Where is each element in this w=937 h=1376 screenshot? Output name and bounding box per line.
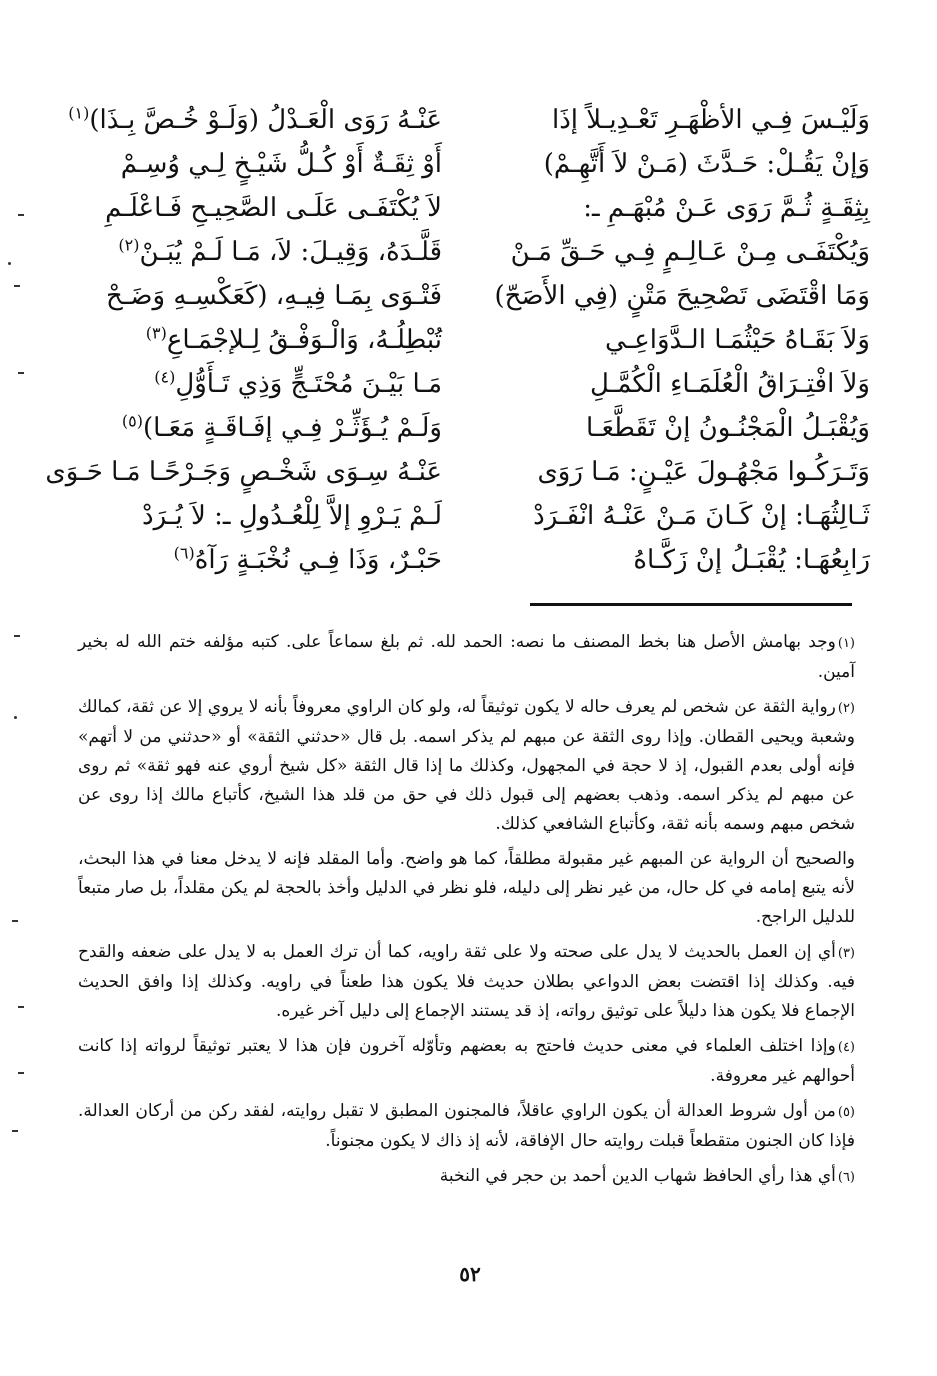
verse-second-text: عَنْـهُ سِـوَى شَخْـصٍ وَجَـرْحًـا مَـا حَـوَى (45, 457, 442, 487)
verse-first-hemistich: وَلَيْـسَ فِـي الأظْهَـرِ تَعْـدِيـلاً إذَا (552, 105, 870, 135)
footnote-number: (٥) (837, 1105, 855, 1120)
verse-first-hemistich: وَتَـرَكُـوا مَجْهُـولَ عَيْـنٍ: مَـا رَوَى (537, 457, 870, 487)
verse-line (40, 362, 870, 406)
verse-first-hemistich: رَابِعُهَـا: يُقْبَـلُ إنْ زَكَّـاهُ (633, 545, 870, 575)
footnote-ref: (٤) (154, 367, 176, 387)
verse-line (40, 494, 870, 538)
verse-second-text: تُبْطِلُـهُ، وَالْـوَفْـقُ لِـلإجْمَـاعِ (166, 325, 442, 355)
verse-first-hemistich: بِثِقَـةٍ ثُـمَّ رَوَى عَـنْ مُبْهَـمِ ـ: (583, 193, 870, 223)
verse-first-hemistich: وَيُكْتَفَـى مِـنْ عَـالِـمٍ فِـي حَـقِّ مَـنْ (510, 237, 870, 267)
verse-second-hemistich (52, 98, 442, 142)
verse-first-hemistich: وَلاَ افْتِـرَاقُ الْعُلَمَـاءِ الْكُمَّـلِ (590, 369, 870, 399)
verse-second-text: أَوْ ثِقَـةٌ أَوْ كُـلُّ شَيْـخٍ لِـي وُسِـمْ (120, 149, 442, 179)
poem-verses (40, 98, 870, 588)
verse-line (40, 98, 870, 142)
scan-speck (18, 1072, 24, 1074)
footnote (78, 1162, 855, 1192)
verse-line (40, 142, 870, 186)
footnote-ref: (٥) (121, 411, 143, 431)
footnote-text: والصحيح أن الرواية عن المبهم غير مقبولة مطلقاً، كما هو واضح. وأما المقلد فإنه لا يدخل معنا في هذا البحث، لأنه يتبع إمامه في كل حال، من غير نظر إلى دليله، فلو نظر في الدليل وأخذ بالحجة لم يكن مقلداً، بل صار متبعاً للدليل الراجح. (78, 849, 855, 927)
footnote-ref: (٦) (173, 543, 195, 563)
verse-second-hemistich (52, 406, 442, 450)
footnote (78, 1097, 855, 1156)
verse-line (40, 538, 870, 582)
verse-line (40, 230, 870, 274)
footnote-number: (٤) (837, 1040, 855, 1055)
verse-second-text: عَنْـهُ رَوَى الْعَـدْلُ (وَلَـوْ خُـصَّ بِـذَا) (89, 105, 442, 135)
scan-speck (18, 1006, 24, 1008)
scan-speck (14, 635, 20, 637)
verse-second-hemistich (52, 538, 442, 582)
footnote-number: (٦) (837, 1170, 855, 1185)
footnote-number: (٣) (837, 946, 855, 961)
scan-speck (14, 285, 20, 287)
footnote (78, 693, 855, 839)
footnote (78, 628, 855, 687)
verse-second-text: وَلَـمْ يُـؤَثِّـرْ فِـي إفَـاقَـةٍ مَعَـا) (143, 413, 442, 443)
verse-second-text: لاَ يُكْتَفَـى عَلَـى الصَّحِيـحِ فَـاعْلَـمِ (105, 193, 442, 223)
verse-line (40, 186, 870, 230)
verse-first-hemistich: وَمَا اقْتَضَى تَصْحِيحَ مَتْنٍ (فِي الأَصَحّ) (494, 281, 870, 311)
verse-second-hemistich (52, 274, 442, 318)
scan-speck (12, 1130, 18, 1132)
footnote-separator (530, 603, 852, 606)
verse-second-hemistich (52, 494, 442, 538)
verse-first-hemistich: ثَـالِثُهَـا: إنْ كَـانَ مَـنْ عَنْـهُ انْفَـرَدْ (533, 501, 870, 531)
footnote (78, 938, 855, 1026)
footnote-ref: (٢) (118, 235, 140, 255)
scan-speck (18, 372, 24, 374)
verse-first-hemistich: وَإنْ يَقُـلْ: حَـدَّثَ (مَـنْ لاَ أَتَّهِـمْ) (543, 149, 870, 179)
footnote-text: أي هذا رأي الحافظ شهاب الدين أحمد بن حجر في النخبة (439, 1166, 836, 1186)
verse-second-hemistich (45, 450, 442, 494)
scan-speck (12, 920, 18, 922)
verse-first-hemistich: وَلاَ بَقَـاهُ حَيْثُمَـا الـدَّوَاعِـي (604, 325, 870, 355)
footnote-text: وإذا اختلف العلماء في معنى حديث فاحتج به بعضهم وتأوّله آخرون فإن هذا لا يعتبر توثيقاً لرواته إذا كانت أحوالهم غير معروفة. (78, 1036, 855, 1086)
verse-line (40, 318, 870, 362)
scan-speck (18, 214, 24, 216)
verse-second-text: مَـا بَيْـنَ مُحْتَـجٍّ وَذِي تَـأَوُّلِ (175, 369, 442, 399)
scan-speck (8, 262, 11, 265)
page-number: ٥٢ (459, 1262, 481, 1286)
footnote (78, 1032, 855, 1091)
footnote-text: وجد بهامش الأصل هنا بخط المصنف ما نصه: الحمد لله. ثم بلغ سماعاً على. كتبه مؤلفه ختم الله له بخير آمين. (78, 632, 855, 682)
verse-second-hemistich (52, 230, 442, 274)
verse-second-hemistich (52, 142, 442, 186)
footnote-text: أي إن العمل بالحديث لا يدل على صحته ولا على ثقة راويه، كما أن ترك العمل به لا يدل على ضعفه والقدح فيه. وكذلك إذا اقتضت بعض الدواعي بطلان حديث فلا يكون هذا طعناً في راويه. وكذلك إذا وافق الحديث الإجماع فلا يكون هذا دليلاً على توثيق رواته، إذ قد يستند الإجماع إلى دليل آخر غيره. (78, 942, 855, 1021)
verse-second-hemistich (52, 362, 442, 406)
scan-speck (14, 716, 17, 719)
footnote-number: (١) (837, 636, 855, 651)
footnotes-section (78, 628, 855, 1198)
footnote-continuation (78, 845, 855, 932)
verse-first-hemistich: وَيُقْبَـلُ الْمَجْنُـونُ إنْ تَقَطَّعَـا (586, 413, 870, 443)
footnote-text: من أول شروط العدالة أن يكون الراوي عاقلاً، فالمجنون المطبق لا تقبل روايته، لفقد ركن من أركان العدالة. فإذا كان الجنون متقطعاً قبلت روايته حال الإفاقة، لأنه إذ ذاك لا يكون مجنوناً. (78, 1101, 855, 1151)
verse-line (40, 450, 870, 494)
verse-line (40, 406, 870, 450)
footnote-number: (٢) (837, 701, 855, 716)
verse-second-text: فَتْـوَى بِمَـا فِيـهِ، (كَعَكْسِـهِ وَضَـحْ (106, 281, 442, 311)
footnote-ref: (١) (68, 103, 90, 123)
verse-second-text: حَبْـرٌ، وَذَا فِـي نُخْبَـةٍ رَآهُ (194, 545, 442, 575)
verse-line (40, 274, 870, 318)
footnote-text: رواية الثقة عن شخص لم يعرف حاله لا يكون توثيقاً له، ولو كان الراوي معروفاً بأنه لا يروي إلا عن ثقة، كمالك وشعبة ويحيى القطان. وإذا روى الثقة عن مبهم لم يذكر اسمه. بل قال «حدثني الثقة» أو «حدثني من لا أتهم» فإنه أولى بعدم القبول، إذ لا حجة في المجهول، وكذلك ما إذا قال الثقة «كل شيخ أروي عنه فهو ثقة» ثم روى عن مبهم لم يذكر اسمه. وذهب بعضهم إلى قبول ذلك في حق من قلد هذا الشيخ، كأتباع مالك إذا روى عن شخص مبهم وسمه بأنه ثقة، وكأتباع الشافعي كذلك. (78, 697, 855, 834)
verse-second-text: قَلَّـدَهُ، وَقِيـلَ: لاَ، مَـا لَـمْ يُبَـنْ (139, 237, 442, 267)
verse-second-hemistich (52, 318, 442, 362)
footnote-ref: (٣) (145, 323, 167, 343)
verse-second-text: لَـمْ يَـرْوِ إلاَّ لِلْعُـدُولِ ـ: لاَ يُـرَدْ (141, 501, 442, 531)
verse-second-hemistich (52, 186, 442, 230)
